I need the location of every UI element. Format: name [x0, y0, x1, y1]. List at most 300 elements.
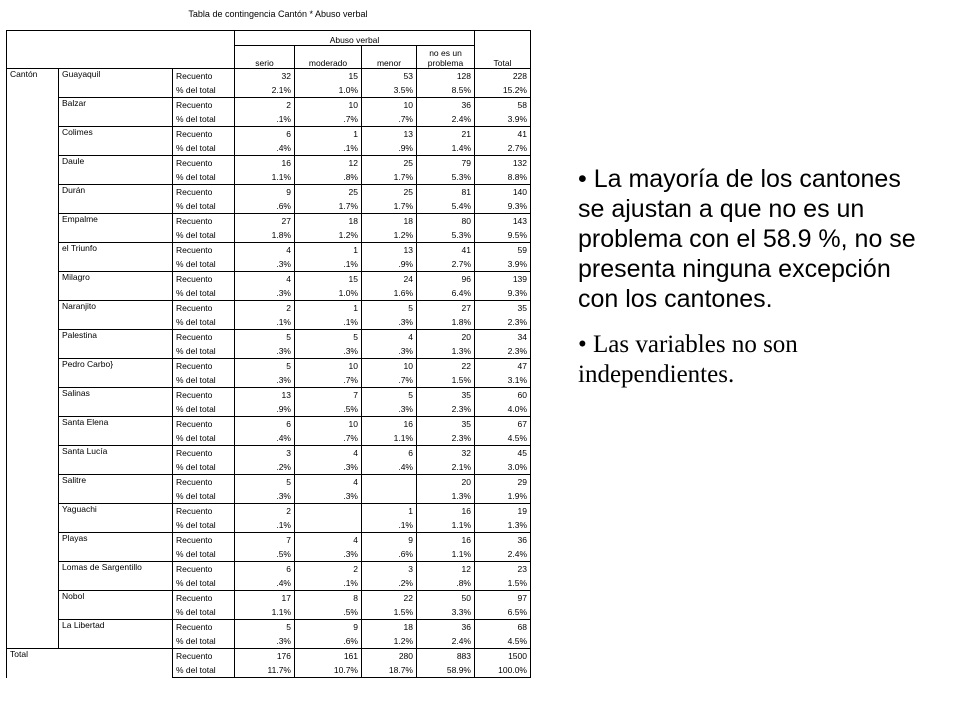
column-header: serio: [235, 46, 295, 69]
data-cell: .7%: [362, 373, 417, 388]
data-cell: 228: [475, 69, 531, 84]
data-cell: 1.3%: [417, 489, 475, 504]
data-cell: 2.1%: [417, 460, 475, 475]
data-cell: 4: [362, 330, 417, 345]
data-cell: 29: [475, 475, 531, 490]
data-cell: 67: [475, 417, 531, 432]
data-cell: 9.3%: [475, 286, 531, 301]
contingency-table: [6, 30, 531, 678]
data-cell: 11.7%: [235, 663, 295, 678]
data-cell: 1.7%: [362, 170, 417, 185]
data-cell: [295, 518, 362, 533]
data-cell: 25: [362, 185, 417, 200]
data-cell: 79: [417, 156, 475, 171]
data-cell: .8%: [295, 170, 362, 185]
data-cell: 5.3%: [417, 228, 475, 243]
data-cell: 1.3%: [475, 518, 531, 533]
data-cell: 5.3%: [417, 170, 475, 185]
stat-label: Recuento: [173, 185, 235, 200]
data-cell: 4: [295, 475, 362, 490]
data-cell: 1.1%: [235, 605, 295, 620]
data-cell: 2.3%: [417, 431, 475, 446]
data-cell: .7%: [295, 431, 362, 446]
data-cell: 1.7%: [362, 199, 417, 214]
data-cell: 10: [362, 359, 417, 374]
stat-label: % del total: [173, 83, 235, 98]
data-cell: .3%: [235, 489, 295, 504]
data-cell: 3.0%: [475, 460, 531, 475]
data-cell: 5: [235, 620, 295, 635]
data-cell: 32: [235, 69, 295, 84]
data-cell: 2.7%: [417, 257, 475, 272]
data-cell: 7: [235, 533, 295, 548]
data-cell: 1.0%: [295, 83, 362, 98]
data-cell: 4.5%: [475, 634, 531, 649]
data-cell: 4: [295, 446, 362, 461]
stat-label: % del total: [173, 402, 235, 417]
stat-label: Recuento: [173, 98, 235, 113]
data-cell: 18: [362, 620, 417, 635]
data-cell: 10: [295, 359, 362, 374]
data-cell: 1.5%: [362, 605, 417, 620]
data-cell: 17: [235, 591, 295, 606]
stat-label: % del total: [173, 170, 235, 185]
data-cell: 1.2%: [362, 228, 417, 243]
table-row: [7, 272, 531, 287]
stat-label: % del total: [173, 141, 235, 156]
data-cell: 2: [235, 98, 295, 113]
data-cell: .6%: [362, 547, 417, 562]
table-row: [7, 475, 531, 490]
data-cell: .7%: [362, 112, 417, 127]
data-cell: 1.0%: [295, 286, 362, 301]
data-cell: .1%: [295, 315, 362, 330]
table-row: [7, 243, 531, 258]
data-cell: 13: [362, 243, 417, 258]
data-cell: 10: [295, 98, 362, 113]
data-cell: 18: [362, 214, 417, 229]
data-cell: 3.3%: [417, 605, 475, 620]
data-cell: 128: [417, 69, 475, 84]
stat-label: Recuento: [173, 330, 235, 345]
data-cell: 280: [362, 649, 417, 664]
data-cell: 1.1%: [362, 431, 417, 446]
data-cell: 35: [417, 388, 475, 403]
data-cell: 41: [475, 127, 531, 142]
canton-label: Yaguachi: [59, 504, 173, 533]
table-row: [7, 301, 531, 316]
data-cell: [362, 489, 417, 504]
table-row: [7, 504, 531, 519]
canton-label: Empalme: [59, 214, 173, 243]
stat-label: % del total: [173, 257, 235, 272]
canton-label: Santa Elena: [59, 417, 173, 446]
data-cell: .2%: [362, 576, 417, 591]
column-header: Total: [475, 46, 531, 69]
data-cell: 10.7%: [295, 663, 362, 678]
data-cell: 25: [362, 156, 417, 171]
data-cell: 18: [295, 214, 362, 229]
data-cell: 176: [235, 649, 295, 664]
data-cell: 9.5%: [475, 228, 531, 243]
stat-label: % del total: [173, 344, 235, 359]
data-cell: 25: [295, 185, 362, 200]
data-cell: .5%: [295, 605, 362, 620]
data-cell: .1%: [235, 112, 295, 127]
data-cell: 58: [475, 98, 531, 113]
data-cell: 9: [362, 533, 417, 548]
stat-label: Recuento: [173, 272, 235, 287]
stat-label: Recuento: [173, 649, 235, 664]
data-cell: .9%: [362, 257, 417, 272]
data-cell: 36: [417, 98, 475, 113]
stat-label: % del total: [173, 576, 235, 591]
data-cell: 35: [475, 301, 531, 316]
data-cell: 60: [475, 388, 531, 403]
stat-label: Recuento: [173, 417, 235, 432]
data-cell: .5%: [295, 402, 362, 417]
stat-label: Recuento: [173, 533, 235, 548]
data-cell: 5: [235, 330, 295, 345]
data-cell: 9: [235, 185, 295, 200]
stat-label: Recuento: [173, 69, 235, 84]
data-cell: 27: [417, 301, 475, 316]
stat-label: Recuento: [173, 156, 235, 171]
data-cell: 68: [475, 620, 531, 635]
canton-label: Daule: [59, 156, 173, 185]
canton-label: Milagro: [59, 272, 173, 301]
data-cell: 1: [295, 243, 362, 258]
data-cell: 96: [417, 272, 475, 287]
data-cell: .3%: [295, 489, 362, 504]
data-cell: 3.9%: [475, 257, 531, 272]
data-cell: 24: [362, 272, 417, 287]
data-cell: 4: [235, 243, 295, 258]
table-row: [7, 591, 531, 606]
data-cell: 5: [362, 301, 417, 316]
data-cell: 20: [417, 475, 475, 490]
canton-label: Palestina: [59, 330, 173, 359]
stat-label: Recuento: [173, 446, 235, 461]
header-blank: [475, 31, 531, 46]
data-cell: 6: [235, 417, 295, 432]
data-cell: .4%: [362, 460, 417, 475]
data-cell: 15: [295, 272, 362, 287]
data-cell: 50: [417, 591, 475, 606]
data-cell: 5: [235, 359, 295, 374]
stat-label: % del total: [173, 315, 235, 330]
data-cell: 2.1%: [235, 83, 295, 98]
data-cell: .3%: [235, 634, 295, 649]
data-cell: 35: [417, 417, 475, 432]
data-cell: 1.8%: [417, 315, 475, 330]
canton-label: Salitre: [59, 475, 173, 504]
data-cell: 10: [362, 98, 417, 113]
data-cell: .3%: [295, 547, 362, 562]
data-cell: 143: [475, 214, 531, 229]
data-cell: 3: [235, 446, 295, 461]
data-cell: 132: [475, 156, 531, 171]
canton-label: Naranjito: [59, 301, 173, 330]
data-cell: 3.1%: [475, 373, 531, 388]
data-cell: 140: [475, 185, 531, 200]
data-cell: 1.6%: [362, 286, 417, 301]
data-cell: 3.9%: [475, 112, 531, 127]
data-cell: 5: [362, 388, 417, 403]
data-cell: .1%: [235, 518, 295, 533]
data-cell: .3%: [295, 344, 362, 359]
table-row: [7, 214, 531, 229]
data-cell: 12: [417, 562, 475, 577]
data-cell: 53: [362, 69, 417, 84]
stat-label: % del total: [173, 286, 235, 301]
stat-label: % del total: [173, 373, 235, 388]
data-cell: .1%: [295, 576, 362, 591]
row-variable-label: Cantón: [7, 69, 59, 649]
data-cell: .3%: [295, 460, 362, 475]
data-cell: 883: [417, 649, 475, 664]
data-cell: [295, 504, 362, 519]
data-cell: 58.9%: [417, 663, 475, 678]
data-cell: 7: [295, 388, 362, 403]
table-row: [7, 388, 531, 403]
data-cell: 34: [475, 330, 531, 345]
data-cell: 4: [235, 272, 295, 287]
data-cell: .5%: [235, 547, 295, 562]
data-cell: 80: [417, 214, 475, 229]
data-cell: 2.3%: [475, 344, 531, 359]
data-cell: .3%: [235, 344, 295, 359]
table-row: [7, 446, 531, 461]
data-cell: .3%: [235, 286, 295, 301]
data-cell: 47: [475, 359, 531, 374]
data-cell: .1%: [235, 315, 295, 330]
data-cell: 6.4%: [417, 286, 475, 301]
data-cell: 97: [475, 591, 531, 606]
data-cell: 4.0%: [475, 402, 531, 417]
canton-label: La Libertad: [59, 620, 173, 649]
data-cell: 1.1%: [235, 170, 295, 185]
data-cell: 1500: [475, 649, 531, 664]
data-cell: 18.7%: [362, 663, 417, 678]
data-cell: 10: [295, 417, 362, 432]
data-cell: .7%: [295, 373, 362, 388]
data-cell: .3%: [235, 373, 295, 388]
bullet-item: • La mayoría de los cantones se ajustan a que no es un problema con el 58.9 %, no se presenta ninguna excepción con los cantones.: [578, 165, 916, 313]
data-cell: 1.2%: [295, 228, 362, 243]
data-cell: .3%: [362, 402, 417, 417]
data-cell: 1.4%: [417, 141, 475, 156]
data-cell: 59: [475, 243, 531, 258]
data-cell: .1%: [295, 257, 362, 272]
canton-label: el Triunfo: [59, 243, 173, 272]
data-cell: 1: [362, 504, 417, 519]
data-cell: 1.9%: [475, 489, 531, 504]
data-cell: .7%: [295, 112, 362, 127]
data-cell: 139: [475, 272, 531, 287]
data-cell: .3%: [235, 257, 295, 272]
data-cell: 19: [475, 504, 531, 519]
data-cell: 23: [475, 562, 531, 577]
data-cell: 2.4%: [475, 547, 531, 562]
data-cell: 1: [295, 301, 362, 316]
data-cell: 1: [295, 127, 362, 142]
data-cell: 3.5%: [362, 83, 417, 98]
data-cell: 8.8%: [475, 170, 531, 185]
data-cell: .9%: [235, 402, 295, 417]
data-cell: 5: [295, 330, 362, 345]
canton-label: Balzar: [59, 98, 173, 127]
data-cell: 8.5%: [417, 83, 475, 98]
data-cell: 22: [362, 591, 417, 606]
stat-label: % del total: [173, 634, 235, 649]
stat-label: % del total: [173, 663, 235, 678]
stat-label: Recuento: [173, 301, 235, 316]
table-row: [7, 533, 531, 548]
column-header: menor: [362, 46, 417, 69]
data-cell: 1.1%: [417, 518, 475, 533]
data-cell: 161: [295, 649, 362, 664]
stat-label: % del total: [173, 460, 235, 475]
table-row: [7, 359, 531, 374]
stat-label: % del total: [173, 199, 235, 214]
data-cell: 1.2%: [362, 634, 417, 649]
data-cell: 2: [235, 301, 295, 316]
data-cell: .2%: [235, 460, 295, 475]
data-cell: 6: [362, 446, 417, 461]
data-cell: .4%: [235, 431, 295, 446]
data-cell: 16: [362, 417, 417, 432]
data-cell: 15.2%: [475, 83, 531, 98]
stat-label: % del total: [173, 605, 235, 620]
table-row: [7, 185, 531, 200]
data-cell: 41: [417, 243, 475, 258]
stat-label: % del total: [173, 518, 235, 533]
data-cell: 1.5%: [475, 576, 531, 591]
data-cell: 1.1%: [417, 547, 475, 562]
header-blank: [7, 31, 235, 46]
bullet-list: [578, 164, 918, 390]
stat-label: % del total: [173, 489, 235, 504]
column-header: no es un problema: [417, 46, 475, 69]
canton-label: Lomas de Sargentillo: [59, 562, 173, 591]
data-cell: 4.5%: [475, 431, 531, 446]
data-cell: 13: [235, 388, 295, 403]
data-cell: 36: [417, 620, 475, 635]
data-cell: 2.4%: [417, 634, 475, 649]
canton-label: Salinas: [59, 388, 173, 417]
table-row: [7, 127, 531, 142]
data-cell: 20: [417, 330, 475, 345]
data-cell: 2.3%: [417, 402, 475, 417]
data-cell: 1.3%: [417, 344, 475, 359]
data-cell: 16: [417, 504, 475, 519]
data-cell: 32: [417, 446, 475, 461]
table-row: [7, 417, 531, 432]
stat-label: Recuento: [173, 591, 235, 606]
data-cell: .1%: [295, 141, 362, 156]
data-cell: 1.8%: [235, 228, 295, 243]
table-row: [7, 69, 531, 84]
data-cell: 16: [235, 156, 295, 171]
canton-label: Pedro Carbo}: [59, 359, 173, 388]
stat-label: % del total: [173, 112, 235, 127]
data-cell: .3%: [362, 344, 417, 359]
data-cell: .8%: [417, 576, 475, 591]
data-cell: .6%: [295, 634, 362, 649]
data-cell: 21: [417, 127, 475, 142]
data-cell: 8: [295, 591, 362, 606]
data-cell: .4%: [235, 141, 295, 156]
data-cell: 15: [295, 69, 362, 84]
header-blank: [7, 46, 235, 69]
total-label: Total: [7, 649, 173, 678]
data-cell: 81: [417, 185, 475, 200]
data-cell: 5.4%: [417, 199, 475, 214]
data-cell: .9%: [362, 141, 417, 156]
data-cell: 2.3%: [475, 315, 531, 330]
stat-label: % del total: [173, 228, 235, 243]
data-cell: 2.4%: [417, 112, 475, 127]
data-cell: 12: [295, 156, 362, 171]
stat-label: Recuento: [173, 359, 235, 374]
data-cell: 27: [235, 214, 295, 229]
column-header: moderado: [295, 46, 362, 69]
stat-label: Recuento: [173, 214, 235, 229]
data-cell: [362, 475, 417, 490]
stat-label: Recuento: [173, 388, 235, 403]
stat-label: Recuento: [173, 127, 235, 142]
data-cell: 1.5%: [417, 373, 475, 388]
data-cell: 4: [295, 533, 362, 548]
data-cell: .1%: [362, 518, 417, 533]
column-group-header: Abuso verbal: [235, 31, 475, 46]
canton-label: Guayaquil: [59, 69, 173, 98]
stat-label: Recuento: [173, 243, 235, 258]
table-row: [7, 649, 531, 664]
data-cell: 5: [235, 475, 295, 490]
table-row: [7, 562, 531, 577]
data-cell: 16: [417, 533, 475, 548]
table-row: [7, 98, 531, 113]
data-cell: .4%: [235, 576, 295, 591]
stat-label: % del total: [173, 547, 235, 562]
bullet-item: • Las variables no son independientes.: [578, 331, 798, 388]
data-cell: .3%: [362, 315, 417, 330]
data-cell: 2: [295, 562, 362, 577]
canton-label: Santa Lucía: [59, 446, 173, 475]
data-cell: 6: [235, 562, 295, 577]
stat-label: Recuento: [173, 620, 235, 635]
table-row: [7, 330, 531, 345]
data-cell: 13: [362, 127, 417, 142]
canton-label: Durán: [59, 185, 173, 214]
stat-label: Recuento: [173, 475, 235, 490]
stat-label: % del total: [173, 431, 235, 446]
data-cell: 6: [235, 127, 295, 142]
table-row: [7, 156, 531, 171]
data-cell: 2: [235, 504, 295, 519]
data-cell: 2.7%: [475, 141, 531, 156]
data-cell: 9.3%: [475, 199, 531, 214]
stat-label: Recuento: [173, 504, 235, 519]
canton-label: Colimes: [59, 127, 173, 156]
data-cell: 22: [417, 359, 475, 374]
data-cell: 3: [362, 562, 417, 577]
data-cell: 100.0%: [475, 663, 531, 678]
canton-label: Nobol: [59, 591, 173, 620]
table-title: Tabla de contingencia Cantón * Abuso verbal: [188, 9, 368, 19]
